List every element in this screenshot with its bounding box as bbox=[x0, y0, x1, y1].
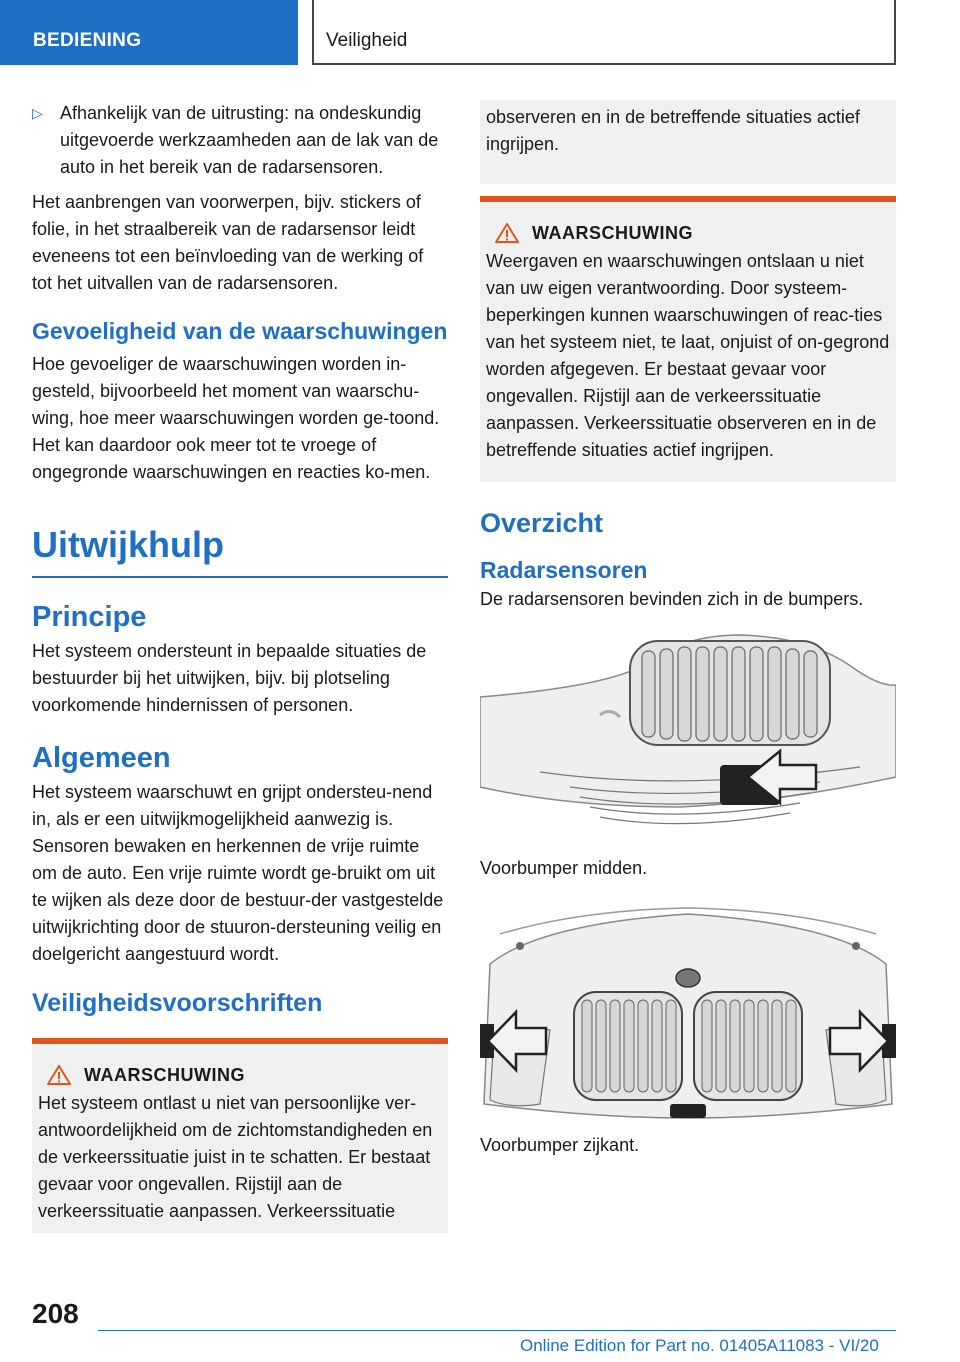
warning-text: Weergaven en waarschuwingen ontslaan u niet van uw eigen verantwoording. Door systeem-beperkingen kunnen waarschuwingen of reac-ties van het systeem niet, te laat, onjuist of on-gegrond worden afgegeven. Er bestaat gevaar voor ongevallen. Rijstijl aan de verkeerssituatie aanpassen. Verkeerssituatie observeren en in de betreffende situaties actief ingrijpen. bbox=[486, 251, 890, 460]
heading-safety: Veiligheidsvoorschriften bbox=[32, 989, 323, 1017]
front-bumper-center-image bbox=[480, 627, 896, 847]
heading-principle: Principe bbox=[32, 601, 147, 633]
page-number: 208 bbox=[32, 1298, 79, 1329]
heading-general: Algemeen bbox=[32, 742, 171, 774]
section-tab[interactable] bbox=[0, 0, 298, 65]
warning-text: observeren en in de betreffende situaties actief ingrijpen. bbox=[486, 107, 860, 154]
warning-text: Het systeem ontlast u niet van persoonlijke ver-antwoordelijkheid om de zichtomstandigheden en de verkeerssituatie juist in te schatten. Er bestaat gevaar voor ongevallen. Rijstijl aan de verkeerssituatie aanpassen. Verkeerssituatie bbox=[38, 1093, 433, 1221]
bullet-text: Afhankelijk van de uitrusting: na ondeskundig uitgevoerde werkzaamheden aan de lak van de auto in het bereik van de radarsensoren. bbox=[60, 103, 439, 177]
chapter-heading: Uitwijkhulp bbox=[32, 524, 448, 578]
section-title: BEDIENING bbox=[33, 30, 142, 51]
paragraph: Hoe gevoeliger de waarschuwingen worden in-gesteld, bijvoorbeeld het moment van waarschu-wing, hoe meer waarschuwingen worden ge-toond. Het kan daardoor ook meer tot te vroege of ongegronde waarschuwingen en reacties ko-men. bbox=[32, 354, 440, 482]
paragraph: Het systeem ondersteunt in bepaalde situaties de bestuurder bij het uitwijken, bijv. bij plotseling voorkomende hindernissen of personen. bbox=[32, 641, 427, 715]
chapter-tab[interactable] bbox=[312, 0, 896, 65]
heading-overview: Overzicht bbox=[480, 508, 604, 538]
heading-radar: Radarsensoren bbox=[480, 557, 648, 583]
list-item bbox=[32, 100, 448, 181]
right-column bbox=[480, 100, 896, 1181]
warning-title: WAARSCHUWING bbox=[532, 222, 693, 243]
warning-triangle-icon bbox=[494, 222, 520, 244]
paragraph: Het aanbrengen van voorwerpen, bijv. stickers of folie, in het straalbereik van de radarsensor leidt eveneens tot een beïnvloeding van de werking of tot het uitvallen van de radarsensoren. bbox=[32, 192, 424, 293]
warning-box bbox=[480, 196, 896, 482]
warning-continuation bbox=[480, 100, 896, 184]
footer-divider bbox=[98, 1330, 896, 1331]
bullet-triangle-icon: ▷ bbox=[32, 105, 43, 121]
figure-caption: Voorbumper midden. bbox=[480, 858, 648, 878]
heading-sensitivity: Gevoeligheid van de waarschuwingen bbox=[32, 318, 448, 344]
chapter-title: Veiligheid bbox=[326, 30, 408, 51]
warning-title: WAARSCHUWING bbox=[84, 1064, 245, 1085]
paragraph: Het systeem waarschuwt en grijpt ondersteu-nend in, als er een uitwijkmogelijkheid aanwezig is. Sensoren bewaken en herkennen de vrije ruimte om de auto. Een vrije ruimte wordt ge-bruikt om uit te wijken als deze door de bestuur-der vastgestelde uitwijkrichting door de stuuron-dersteuning veilig en doelgericht aangestuurd wordt. bbox=[32, 782, 444, 964]
warning-triangle-icon bbox=[46, 1064, 72, 1086]
footer-edition-link[interactable]: Online Edition for Part no. 01405A11083 - VI/20 bbox=[520, 1336, 879, 1355]
figure-caption: Voorbumper zijkant. bbox=[480, 1135, 640, 1155]
paragraph: De radarsensoren bevinden zich in de bumpers. bbox=[480, 589, 864, 609]
warning-box bbox=[32, 1038, 448, 1233]
left-column bbox=[32, 100, 448, 1233]
front-bumper-side-image bbox=[480, 904, 896, 1124]
